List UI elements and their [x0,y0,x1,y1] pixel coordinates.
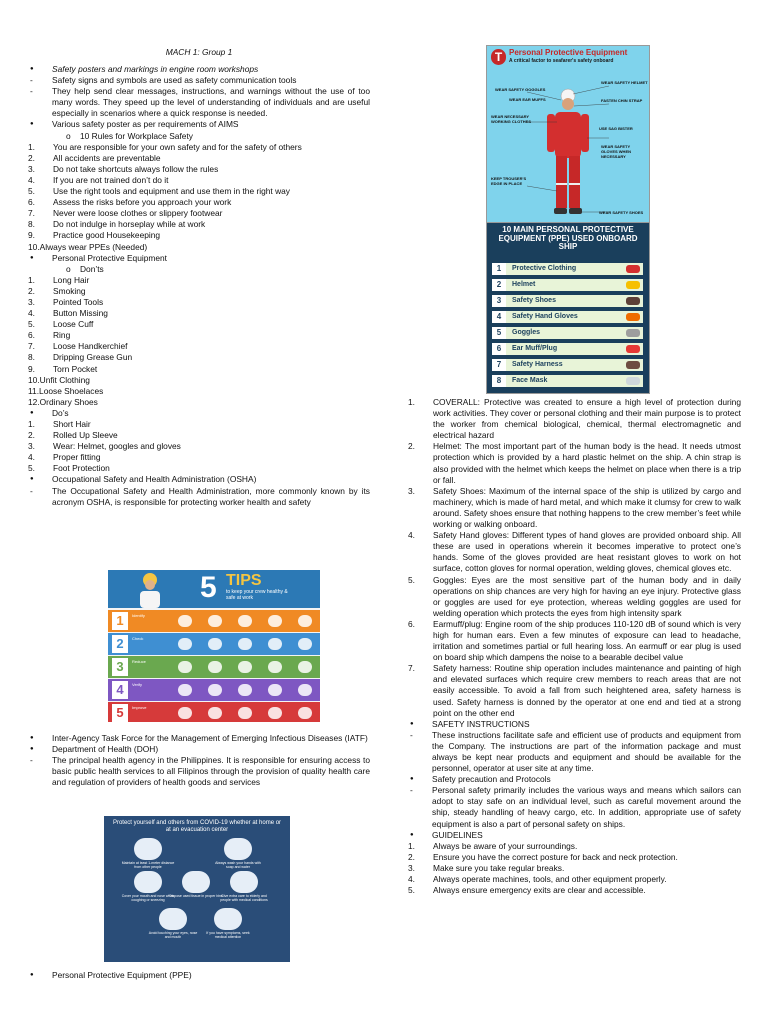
left-column [28,64,370,508]
number-marker: 8. [28,219,35,230]
number-marker: 2. [408,441,415,452]
list-item-text: Never were loose clothes or slippery footwear [53,208,223,219]
ppe-list-number: 5 [492,327,506,339]
list-item-text: Safety Shoes: Maximum of the internal space of the ship is utilized by cargo and machinery, which is made of hard metal, and which make it clumsy for crew to walk around. Safety shoes ensure that nothing happens to the crew member’s feet while working or walking onboard. [433,485,741,530]
list-item [408,719,741,730]
list-item [408,486,741,530]
list-item-text: Always be aware of your surroundings. [433,840,578,851]
five-tips-infographic-image [108,570,320,722]
list-item-text: Ensure you have the correct posture for back and neck protection. [433,851,678,862]
tips-band-label: Improve [132,705,147,710]
bullet-marker: ● [30,409,34,416]
tips-band-label: Verify [132,682,143,687]
list-item-text: The principal health agency in the Philippines. It is responsible for ensuring access to basic public health services to all Filipinos through the provision of quality health care and regulation of providers of health goods and services [52,755,370,788]
tips-band-number: 4 [112,681,128,699]
list-item [408,830,741,841]
number-marker: 3. [28,296,35,307]
ppe-list-number: 8 [492,375,506,387]
dash-marker: - [30,485,33,496]
ppe-list-label: Safety Shoes [512,297,556,304]
list-item [28,486,370,508]
list-item [28,733,370,744]
bullet-marker: ● [410,776,414,783]
covid-tip-icon [134,838,162,860]
list-item [28,197,370,208]
list-item-text: Safety posters and markings in engine room workshops [52,64,259,74]
left-column-bottom [28,970,370,981]
list-item [28,219,370,230]
number-marker: 10. [28,241,40,252]
list-item-text: SAFETY INSTRUCTIONS [432,718,530,729]
list-item-text: Short Hair [53,419,91,429]
list-item [28,341,370,352]
number-marker: 6. [28,197,35,208]
ppe-list-number: 6 [492,343,506,355]
tips-band [108,610,320,632]
ppe-list-row [492,327,643,339]
covid-tip-caption: Give extra care to elderly and people with medical conditions [220,894,268,902]
tips-icon [208,684,222,696]
tips-band [108,633,320,655]
list-item [28,253,370,264]
list-item [28,208,370,219]
ppe-label: WEAR NECESSARY WORKING CLOTHES [491,114,531,124]
list-item [28,408,370,419]
list-item [28,386,370,397]
number-marker: 4. [408,874,415,885]
tips-band [108,679,320,701]
tips-band-number: 2 [112,635,128,653]
covid-tip-caption: Dispose used tissue in proper bins [169,894,223,898]
list-item [408,730,741,774]
number-marker: 5. [28,319,35,330]
list-item-text: If you are not trained don’t do it [53,174,169,185]
list-item [408,885,741,896]
tips-icon [298,684,312,696]
list-item [408,619,741,663]
list-item [28,744,370,755]
list-item [28,452,370,463]
number-marker: 7. [28,208,35,219]
number-marker: 3. [28,163,35,174]
list-item-text: Always operate machines, tools, and other equipment properly. [433,874,667,885]
list-item-text: Loose Shoelaces [39,385,104,396]
list-item-text: Goggles: Eyes are the most sensitive part of the human body and in daily operations on ship chances are very high for having an eye injury. Protective glass or goggles are used for eye protection, whereas welding goggles are used for welding operation which protects the eyes from high intensity spark [433,574,741,618]
list-item-text: Long Hair [53,274,90,285]
list-item [28,474,370,485]
tips-icon [178,661,192,673]
list-item [28,230,370,241]
list-item-text: Do’s [52,407,69,418]
list-item-text: Rolled Up Sleeve [53,430,118,441]
ppe-list-number: 3 [492,295,506,307]
bullet-marker: ● [410,720,414,727]
list-item [28,419,370,430]
list-item-text: Safety harness: Routine ship operation includes maintenance and painting of high and elevated surfaces which require crew members to reach areas that are not easily accessible. To avoid a fall from such heightened area, safety harness is used. Safety harness is donned by the operator at one end and tied at a strong point on the other end [433,663,741,718]
ppe-list-label: Helmet [512,281,536,288]
list-item [28,319,370,330]
list-item-text: Torn Pocket [53,363,98,374]
list-item-text: Wear: Helmet, googles and gloves [53,441,181,452]
ppe-infographic-title: Personal Protective Equipment [509,48,628,57]
ppe-label: WEAR SAFETY HELMET [601,80,648,85]
list-item [408,852,741,863]
number-marker: 4. [28,308,35,319]
circle-marker: o [66,130,71,141]
list-item-text: COVERALL: Protective was created to ensure a high level of protection during work activities. They cover or personal clothing and their main purpose is to protect the worker from chemical biological, chemical, thermal electromagnetic and electrical hazard [433,397,741,441]
covid-tip-icon [134,871,162,893]
number-marker: 11. [28,385,40,396]
covid-tip-caption: If you have symptoms, seek medical attention [206,931,250,939]
ppe-list-number: 4 [492,311,506,323]
number-marker: 2. [28,430,35,441]
bullet-marker: ● [410,831,414,838]
ppe-item-icon [626,377,640,385]
ppe-item-icon [626,329,640,337]
number-marker: 1. [408,397,415,407]
list-item [28,75,370,86]
list-item-text: Unfit Clothing [39,374,90,385]
list-item [28,352,370,363]
covid-tip-caption: Always wash your hands with soap and water [215,861,261,869]
tips-icon [298,638,312,650]
list-item [28,153,370,164]
number-marker: 5. [28,186,35,197]
bullet-marker: ● [30,735,34,741]
dash-marker: - [30,75,33,86]
list-item [408,863,741,874]
list-item [28,275,370,286]
list-item [28,175,370,186]
list-item-text: Earmuff/plug: Engine room of the ship produces 110-120 dB of sound which is very high for human ears. Even a few minutes of exposure can lead to headache, irritation and sometimes partial or full hearing loss. An earmuff or ear plug is used on board ship which dampens the noise to a bearable decibel value [433,618,741,663]
tips-band-label: Check [132,636,144,641]
list-item [408,441,741,485]
list-item [28,397,370,408]
ppe-label: FASTEN CHIN STRAP [601,98,643,103]
number-marker: 9. [28,363,35,374]
number-marker: 6. [408,618,415,629]
ppe-item-icon [626,313,640,321]
ppe-list-label: Ear Muff/Plug [512,345,558,352]
ppe-item-icon [626,297,640,305]
list-item-text: All accidents are preventable [53,152,161,163]
list-item-text: Safety signs and symbols are used as safety communication tools [52,75,297,86]
number-marker: 3. [28,441,35,452]
bullet-marker: ● [30,121,34,128]
right-column [408,397,741,896]
list-item-text: Helmet: The most important part of the human body is the head. It needs utmost protection which is provided by a hard plastic helmet on the ship. A chin strap is also provided with the helmet which keeps the helmet on place when there is a trip or fall. [433,441,741,485]
ppe-list-label: Face Mask [512,377,548,384]
list-item [28,119,370,130]
ppe-item-icon [626,265,640,273]
list-item-text: Ordinary Shoes [39,396,98,407]
covid-tip-icon [230,871,258,893]
tips-icon [178,707,192,719]
list-item [28,286,370,297]
tips-number: 5 [200,571,217,604]
list-item-text: You are responsible for your own safety and for the safety of others [53,141,302,152]
list-item-text: Various safety poster as per requirements of AIMS [52,119,239,130]
list-item [28,330,370,341]
tips-icon [298,615,312,627]
list-item [28,264,370,275]
ppe-label: KEEP TROUSER'S EDGE IN PLACE [491,176,527,186]
list-item [28,375,370,386]
ppe-list-label: Safety Harness [512,361,563,368]
number-marker: 8. [28,352,35,363]
tips-band [108,656,320,678]
ppe-list-row [492,295,643,307]
tips-icon [268,684,282,696]
covid-infographic-title: Protect yourself and others from COVID-19 whether at home or at an evacuation center [112,820,282,833]
ppe-list-row [492,263,643,275]
list-item-text: Personal Protective Equipment (PPE) [52,970,192,980]
ppe-list-label: Goggles [512,329,541,336]
number-marker: 5. [408,885,415,896]
list-item-text: Proper fitting [53,452,101,463]
number-marker: 1. [28,419,35,429]
list-item-text: Always wear PPEs (Needed) [39,241,148,252]
bullet-marker: ● [30,254,34,261]
ppe-infographic-image [486,45,650,223]
list-item [28,463,370,474]
list-item [28,441,370,452]
list-item [28,297,370,308]
list-item [408,774,741,785]
bullet-marker: ● [30,476,34,483]
covid-tip-caption: Avoid touching your eyes, nose and mouth [148,931,198,939]
ppe-list-title: 10 MAIN PERSONAL PROTECTIVE EQUIPMENT (PPE) USED ONBOARD SHIP [498,225,638,251]
list-item-text: Safety Hand gloves: Different types of hand gloves are provided onboard ship. All these are used in operations wherein it becomes imperative to protect one’s hands. Some of the gloves provided are heat resistant gloves to work on hot surface, cotton gloves for normal operation, welding gloves, chemical gloves etc. [433,530,741,574]
list-item-text: Personal safety primarily includes the various ways and means which sailors can adopt to stay safe on an individual level, such as careful movement around the ship, steady handling of heavy cargo, etc. In addition, appropriate use of safety equipment is also a part of personal safety on ships. [432,785,741,829]
ppe-list-label: Protective Clothing [512,265,577,272]
document-title: MACH 1: Group 1 [165,47,233,57]
list-item-text: Pointed Tools [53,296,104,307]
list-item [28,86,370,119]
ppe-list-number: 7 [492,359,506,371]
list-item-text: Dripping Grease Gun [53,352,133,363]
ppe-list-infographic-image [486,222,650,394]
ppe-item-icon [626,345,640,353]
number-marker: 1. [28,141,35,152]
ppe-list-number: 2 [492,279,506,291]
ppe-list-row [492,279,643,291]
tips-icon [178,615,192,627]
tips-icon [238,615,252,627]
list-item-text: Assess the risks before you approach your work [53,197,232,208]
list-item [28,131,370,142]
ppe-item-icon [626,361,640,369]
number-marker: 1. [408,840,415,851]
number-marker: 2. [408,851,415,862]
list-item-text: These instructions facilitate safe and efficient use of products and equipment from the Company. The instructions are part of the information package and must always be kept near products and equipment and should be available for the personnel, operator at user site at any time. [432,729,741,774]
number-marker: 3. [408,862,415,873]
ppe-label: WEAR SAFETY GOGGLES [495,87,546,92]
number-marker: 5. [28,463,35,474]
bullet-marker: ● [30,746,34,753]
ppe-list-label: Safety Hand Gloves [512,313,578,320]
tips-subtitle: to keep your crew healthy & safe at work [226,589,288,601]
tips-icon [298,707,312,719]
covid-tip-caption: Maintain at least 1-meter distance from other people [121,861,175,869]
number-marker: 4. [28,174,35,185]
ppe-logo: T [491,49,506,65]
dash-marker: - [410,729,413,740]
list-item [28,186,370,197]
ppe-label: WEAR SAFETY GLOVES WHEN NECESSARY [601,144,632,159]
list-item [408,397,741,441]
worker-illustration [130,570,170,608]
list-item [408,841,741,852]
number-marker: 7. [408,663,415,674]
list-item-text: Ring [53,330,71,341]
list-item-text: GUIDELINES [432,829,483,840]
tips-band-number: 3 [112,658,128,676]
number-marker: 5. [408,574,415,585]
dash-marker: - [30,86,33,97]
crew-figure-illustration [487,46,649,222]
tips-icon [268,661,282,673]
number-marker: 10. [28,374,40,385]
tips-icon [238,684,252,696]
tips-icon [208,638,222,650]
list-item [28,970,370,981]
number-marker: 6. [28,330,35,341]
covid-tip-icon [159,908,187,930]
list-item-text: 10 Rules for Workplace Safety [80,130,193,141]
bullet-marker: ● [30,66,34,72]
list-item [408,663,741,718]
tips-band-label: Reduce [132,659,146,664]
tips-icon [238,707,252,719]
tips-word: TIPS [226,572,262,589]
tips-band-label: Identify [132,613,145,618]
tips-band [108,702,320,722]
tips-icon [268,707,282,719]
tips-icon [178,684,192,696]
ppe-label: USE SAG BISTER [599,126,633,131]
number-marker: 12. [28,396,40,407]
ppe-list-row [492,311,643,323]
list-item [28,364,370,375]
list-item-text: Make sure you take regular breaks. [433,862,565,873]
tips-icon [268,638,282,650]
number-marker: 2. [28,285,35,296]
number-marker: 1. [28,274,35,285]
number-marker: 2. [28,152,35,163]
list-item [28,755,370,788]
tips-icon [298,661,312,673]
list-item-text: Do not take shortcuts always follow the rules [53,163,219,174]
list-item [28,430,370,441]
tips-icon [238,638,252,650]
list-item-text: Loose Cuff [53,319,94,330]
list-item-text: They help send clear messages, instructions, and warnings without the use of too many words. They speed up the level of understanding of individuals and are useful especially in scenarios where a quick response is needed. [52,86,370,119]
tips-icon [178,638,192,650]
list-item-text: Occupational Safety and Health Administration (OSHA) [52,474,257,485]
ppe-item-icon [626,281,640,289]
tips-header [108,570,320,608]
circle-marker: o [66,263,71,274]
covid-infographic-image [104,816,290,962]
covid-tip-icon [224,838,252,860]
tips-icon [208,707,222,719]
list-item-text: Do not indulge in horseplay while at work [53,219,206,230]
tips-icon [208,661,222,673]
list-item-text: Loose Handkerchief [53,341,128,352]
left-column-lower [28,733,370,788]
number-marker: 9. [28,230,35,241]
list-item-text: Inter-Agency Task Force for the Management of Emerging Infectious Diseases (IATF) [52,733,368,743]
number-marker: 3. [408,485,415,496]
list-item-text: Smoking [53,285,86,296]
number-marker: 7. [28,341,35,352]
ppe-label: WEAR EAR MUFFS [509,97,546,102]
list-item [408,575,741,619]
list-item-text: The Occupational Safety and Health Administration, more commonly known by its acronym OSHA, is responsible for protecting worker health and safety [52,485,370,507]
list-item [28,142,370,153]
covid-tip-caption: Cover your mouth and nose when coughing or sneezing [121,894,175,902]
covid-tip-icon [214,908,242,930]
tips-band-number: 5 [112,704,128,722]
list-item [408,530,741,574]
ppe-list-row [492,343,643,355]
list-item-text: Personal Protective Equipment [52,252,167,263]
dash-marker: - [410,785,413,796]
list-item-text: Department of Health (DOH) [52,744,159,755]
list-item-text: Don’ts [80,263,104,274]
ppe-list-row [492,375,643,387]
list-item [28,308,370,319]
list-item [28,64,370,75]
dash-marker: - [30,755,33,766]
tips-icon [208,615,222,627]
list-item [28,242,370,253]
ppe-list-number: 1 [492,263,506,275]
number-marker: 4. [408,530,415,541]
bullet-marker: ● [30,972,34,978]
ppe-list-row [492,359,643,371]
list-item [408,785,741,829]
tips-band-number: 1 [112,612,128,630]
list-item [28,164,370,175]
list-item-text: Always ensure emergency exits are clear and accessible. [433,885,646,896]
covid-tip-icon [182,871,210,893]
ppe-infographic-subtitle: A critical factor to seafarer's safety onboard [509,58,614,64]
list-item-text: Practice good Housekeeping [53,230,161,241]
ppe-label: WEAR SAFETY SHOES [599,210,644,215]
list-item-text: Safety precaution and Protocols [432,774,551,785]
list-item-text: Use the right tools and equipment and use them in the right way [53,186,290,197]
list-item-text: Foot Protection [53,463,110,474]
list-item [408,874,741,885]
tips-icon [268,615,282,627]
number-marker: 4. [28,452,35,463]
list-item-text: Button Missing [53,308,108,319]
tips-icon [238,661,252,673]
